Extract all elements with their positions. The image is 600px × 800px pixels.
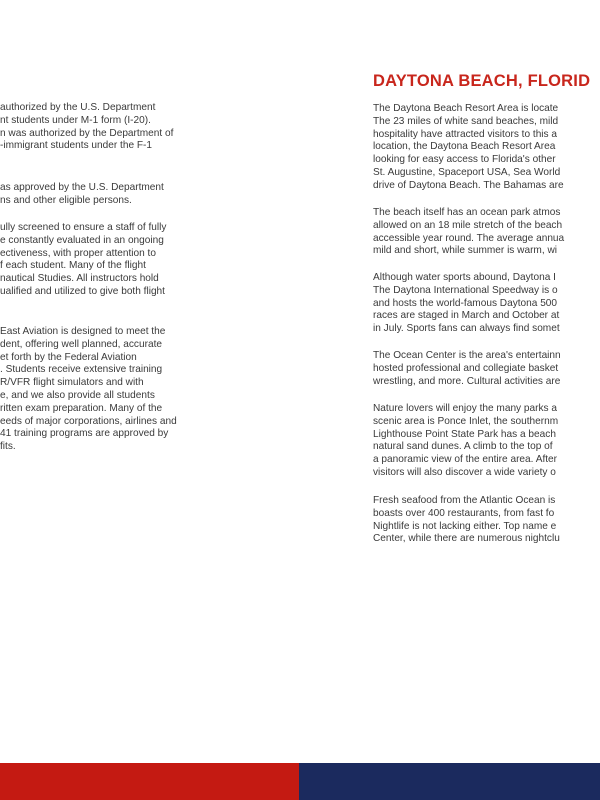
text-line: races are staged in March and October at	[373, 310, 560, 322]
text-line: East Aviation is designed to meet the	[0, 326, 166, 337]
text-line: -immigrant students under the F-1	[0, 140, 153, 152]
text-line: fits.	[0, 441, 16, 453]
text-line: hospitality have attracted visitors to this a	[373, 128, 558, 140]
text-line: The Ocean Center is the area's entertainn	[373, 350, 561, 361]
text-line: scenic area is Ponce Inlet, the southernm	[373, 415, 559, 427]
text-line: Although water sports abound, Daytona I	[373, 272, 556, 283]
text-line: Nightlife is not lacking either. Top name e	[373, 520, 557, 532]
page-title: DAYTONA BEACH, FLORID	[373, 72, 591, 90]
text-line: mild and short, while summer is warm, wi	[373, 245, 557, 257]
text-line: Center, while there are numerous nightclu	[373, 533, 560, 545]
text-line: nautical Studies. All instructors hold	[0, 273, 159, 285]
text-line: a panoramic view of the entire area. After	[373, 454, 558, 466]
text-line: natural sand dunes. A climb to the top of	[373, 441, 553, 453]
text-line: 41 training programs are approved by	[0, 428, 169, 440]
text-line: visitors will also discover a wide variety o	[373, 466, 556, 478]
text-line: . Students receive extensive training	[0, 364, 163, 376]
right-paragraph-3	[373, 272, 600, 336]
text-line: hosted professional and collegiate basket	[373, 362, 559, 374]
text-line: Nature lovers will enjoy the many parks a	[373, 403, 558, 414]
text-line: n was authorized by the Department of	[0, 127, 174, 139]
right-paragraph-5	[373, 403, 600, 480]
text-line: ully screened to ensure a staff of fully	[0, 222, 167, 233]
text-line: f each student. Many of the flight	[0, 260, 146, 272]
text-line: ectiveness, with proper attention to	[0, 247, 156, 259]
text-line: and hosts the world-famous Daytona 500	[373, 297, 558, 309]
text-line: drive of Daytona Beach. The Bahamas are	[373, 179, 564, 191]
text-line: location, the Daytona Beach Resort Area	[373, 141, 556, 153]
text-line: The beach itself has an ocean park atmos	[373, 207, 561, 218]
left-paragraph-2	[0, 182, 220, 208]
text-line: nt students under M-1 form (I-20).	[0, 114, 151, 126]
text-line: boasts over 400 restaurants, from fast fo	[373, 507, 555, 519]
text-line: The Daytona International Speedway is o	[373, 284, 558, 296]
text-line: dent, offering well planned, accurate	[0, 338, 162, 350]
text-line: in July. Sports fans can always find somet	[373, 323, 560, 335]
left-paragraph-1	[0, 102, 220, 153]
footer-band-blue	[299, 763, 600, 800]
text-line: ritten exam preparation. Many of the	[0, 402, 163, 414]
right-paragraph-6	[373, 495, 600, 546]
text-line: The 23 miles of white sand beaches, mild	[373, 115, 559, 127]
text-line: eeds of major corporations, airlines and	[0, 415, 177, 427]
text-line: wrestling, and more. Cultural activities are	[373, 375, 561, 387]
text-line: The Daytona Beach Resort Area is locate	[373, 103, 559, 114]
text-line: Lighthouse Point State Park has a beach	[373, 428, 556, 440]
text-line: R/VFR flight simulators and with	[0, 377, 144, 389]
left-paragraph-4	[0, 326, 220, 454]
text-line: St. Augustine, Spaceport USA, Sea World	[373, 166, 561, 178]
text-line: authorized by the U.S. Department	[0, 102, 156, 113]
right-paragraph-2	[373, 207, 600, 258]
text-line: ns and other eligible persons.	[0, 194, 132, 206]
left-paragraph-3	[0, 222, 220, 299]
text-line: accessible year round. The average annua	[373, 232, 565, 244]
text-line: e, and we also provide all students	[0, 389, 155, 401]
text-line: as approved by the U.S. Department	[0, 182, 164, 193]
right-paragraph-1	[373, 103, 600, 193]
footer-band-red	[0, 763, 299, 800]
text-line: Fresh seafood from the Atlantic Ocean is	[373, 495, 556, 506]
text-line: e constantly evaluated in an ongoing	[0, 234, 164, 246]
right-paragraph-4	[373, 350, 600, 388]
text-line: ualified and utilized to give both flight	[0, 285, 165, 297]
text-line: allowed on an 18 mile stretch of the beach	[373, 219, 563, 231]
text-line: looking for easy access to Florida's other	[373, 154, 556, 166]
text-line: et forth by the Federal Aviation	[0, 351, 137, 363]
